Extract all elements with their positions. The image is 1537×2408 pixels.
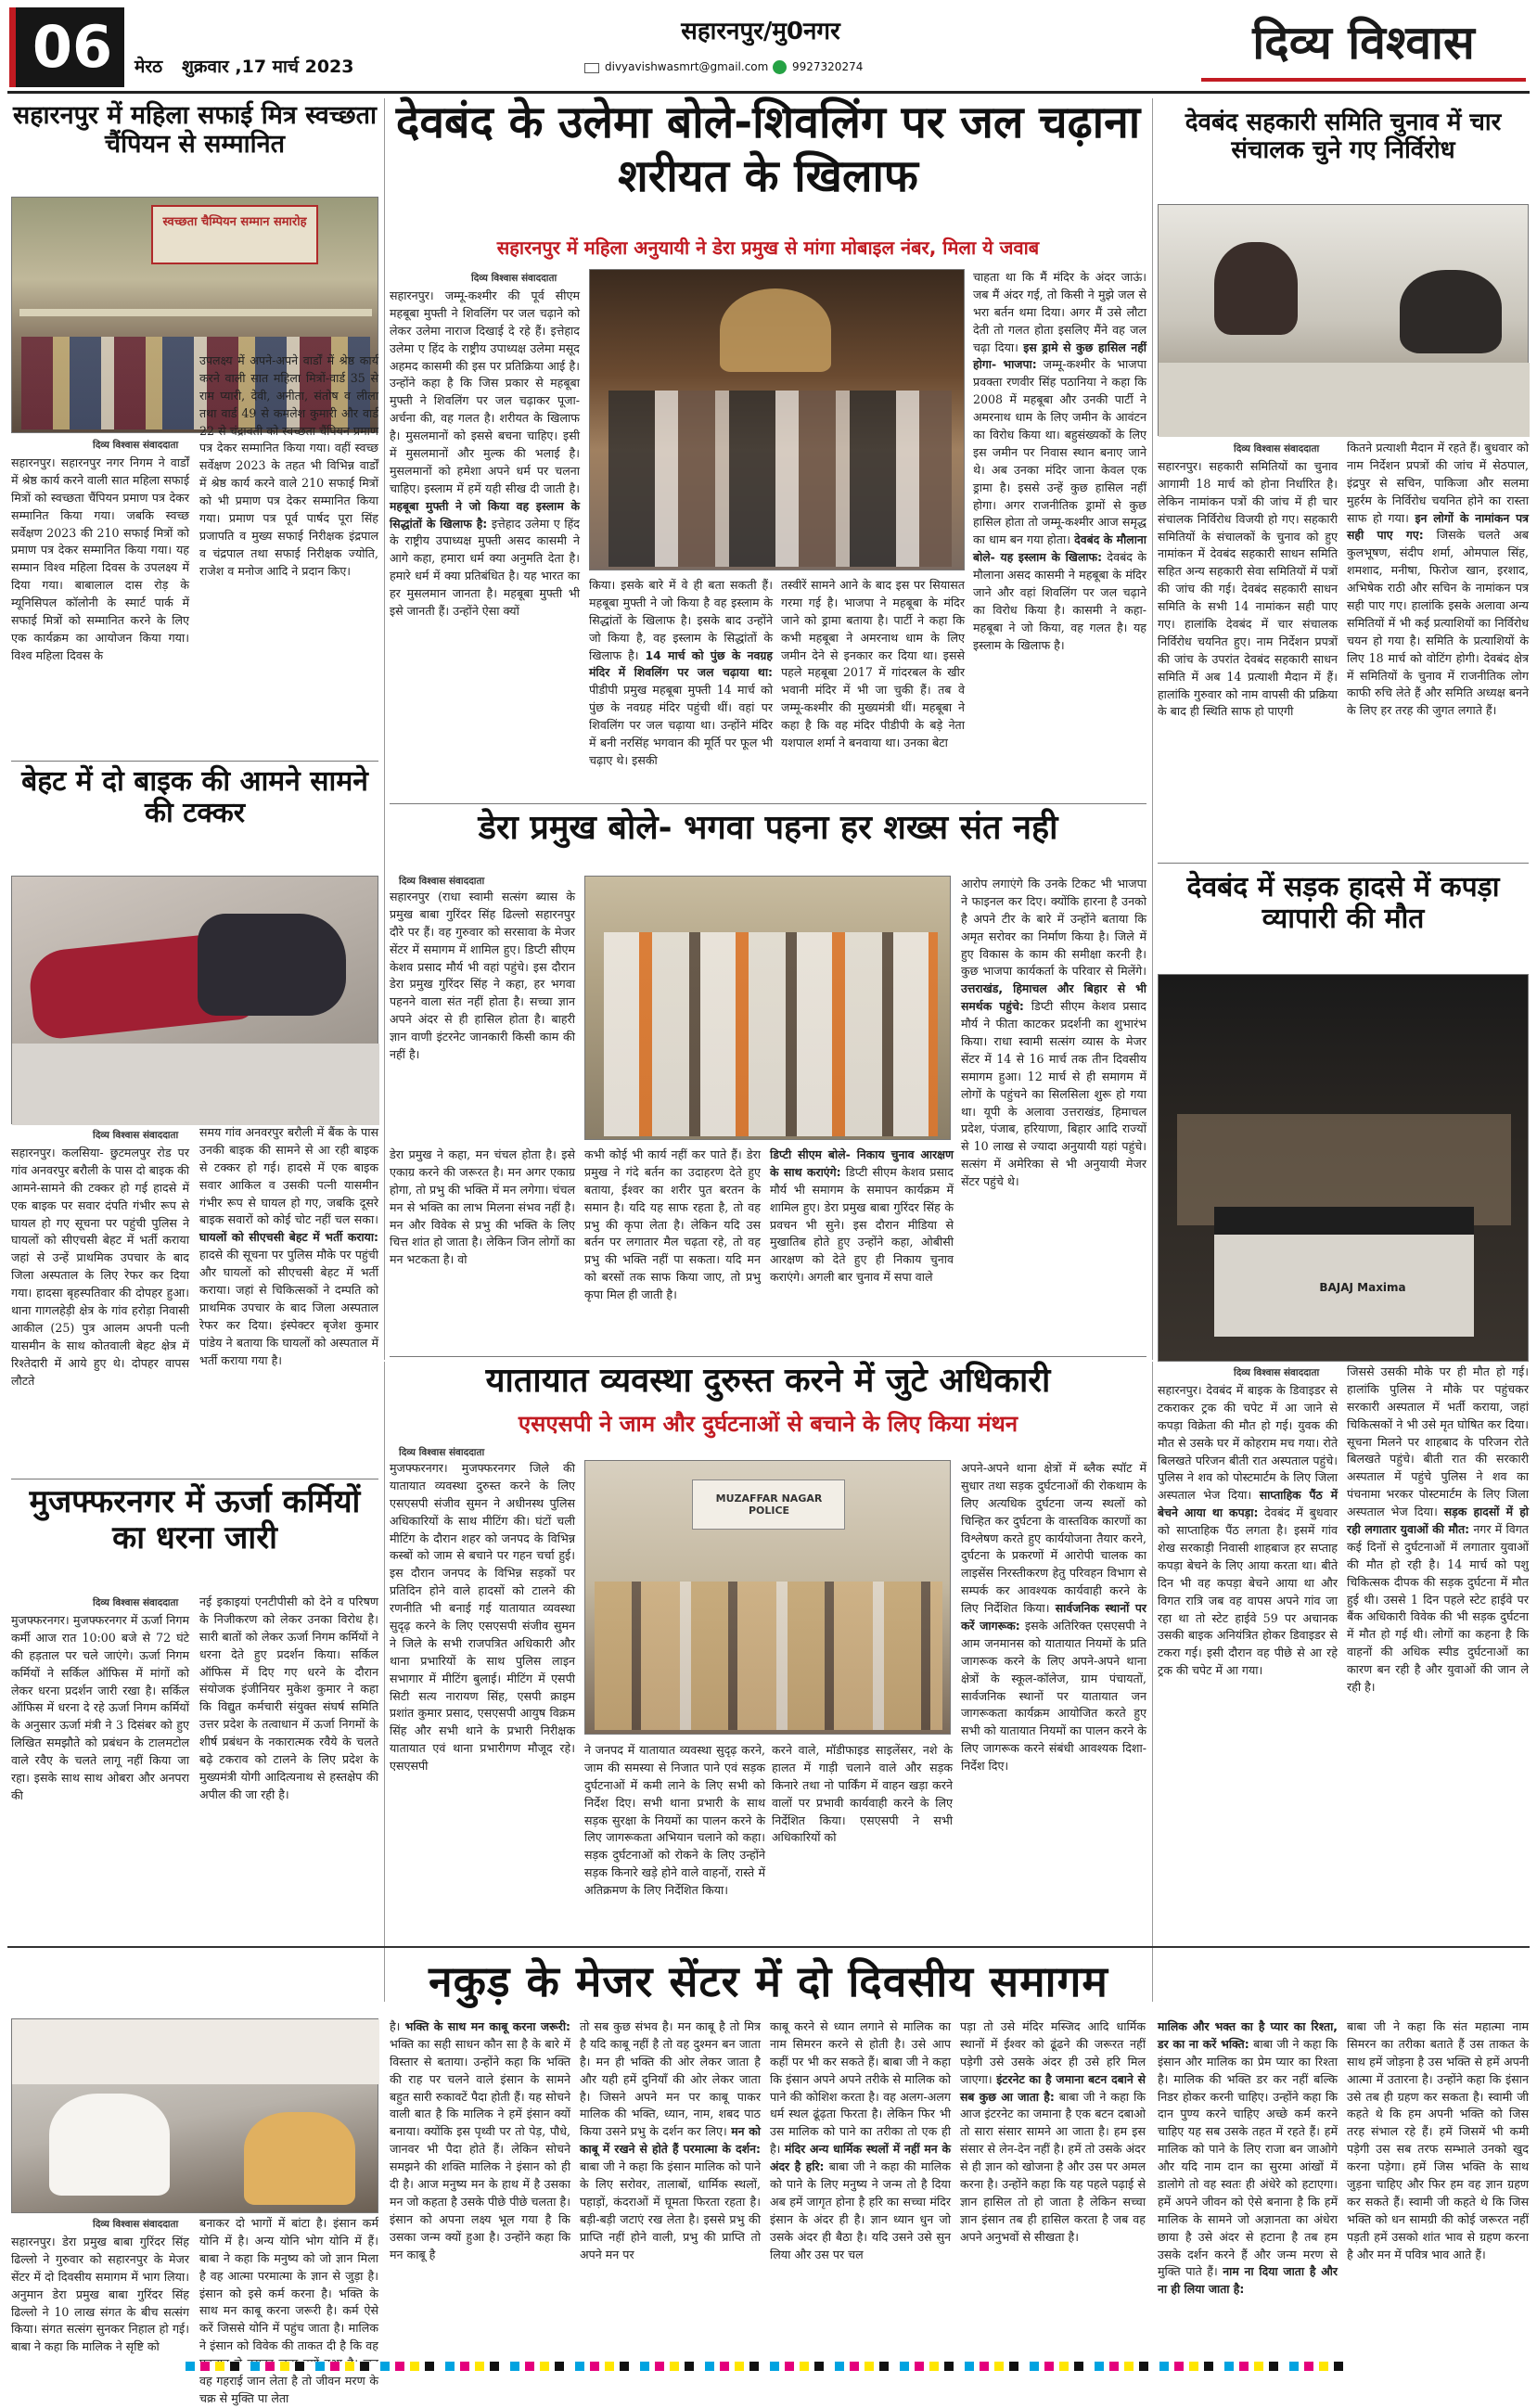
article-text-part: भक्ति का सही साधन कौन सा है के बारे में विस्तार से बताया। उन्होंने कहा कि भक्ति की राह पर चलने वाले इंसान के सामने बहुत सारी रुकावटें पैदा होती हैं। यह सोचने वाली बात है कि मालिक ने हमें इंसान क्यों बनाया। क्योंकि इस पृथ्वी पर तो पेड़, पौधे, जानवर भी पैदा होते हैं। लेकिन सोचने समझने की शक्ति मालिक ने इंसान को ही दी है। आज मनुष्य मन के हाथ में है उसका मन जो कहता है उसके पीछे पीछे चलता है। इंसान को अपना लक्ष्य भूल गया है कि उसका जन्म क्यों हुआ है। उन्होंने कहा कि मन काबू है: [390, 2036, 570, 2261]
byline: दिव्य विश्वास संवाददाता: [93, 440, 179, 451]
subheading: सड़क हादसों में हो रही लगातार युवाओं की मौत:: [1347, 1505, 1529, 1537]
subheading: सार्वजनिक स्थानों पर करें जागरूक:: [961, 1601, 1146, 1633]
article-text-part: काबू करने से ध्यान लगाने से मालिक का नाम सिमरन करने से होती है। उसे आप कहीं पर भी कर सकते हैं। बाबा जी ने कहा कि इंसान अपने अपने तरीके से मालिक को पाने की कोशिश करता है। वह अलग-अलग धर्म स्थल ढूंढ़ता फिरता है। लेकिन फिर भी उस मालिक को पाने का तरीका तो एक ही है।: [770, 2019, 951, 2157]
byline: दिव्य विश्वास संवाददाता: [399, 1447, 485, 1458]
masthead-accent: [1201, 78, 1526, 82]
subheading: भक्ति के साथ मन काबू करना जरूरी:: [404, 2019, 570, 2033]
article-text-part: बाबा जी ने कहा की मालिक को पाने के लिए मनुष्य ने जन्म तो है दिया अब हमें जागृत होना है हरि का सच्चा मंदिर इंसान के अंदर ही है। ज्ञान ध्यान धुन जो उसके अंदर ही बैठा है। यदि उसने उसे सुन लिया और उस पर चल: [770, 2159, 951, 2261]
article-text: [580, 2018, 761, 2354]
headline-women-sanitation: सहारनपुर में महिला सफाई मित्र स्वच्छता चैंपियन से सम्मानित: [12, 101, 378, 159]
article-text: [770, 1146, 954, 1352]
byline: दिव्य विश्वास संवाददाता: [1234, 443, 1320, 455]
section-rule: [1158, 863, 1529, 864]
article-text: उपलक्ष्य में अपने-अपने वार्डों में श्रेष्ठ कार्य करने वाली सात महिला मित्रों-वार्ड 35 से राम प्यारी, देवी, अनीता, संतोष व लीला तथा वार्ड 49 से कमलेश कुमारी और वार्ड 22 से चंद्रावती को स्वच्छता चैंपियन प्रमाण पत्र देकर सम्मानित किया गया। वहीं स्वच्छ सर्वेक्षण 2023 के तहत भी विभिन्न वार्डों में श्रेष्ठ कार्य करने वाले 210 सफाई मित्रों को भी प्रमाण पत्र देकर सम्मानित किया गया। प्रमाण पत्र पूर्व पार्षद पूरा सिंह प्रजापति व मुख्य सफाई निरीक्षक इंद्रपाल व चंद्रपाल तथा सफाई निरीक्षक ज्योति, राजेश व मनोज आदि ने प्रदान किए।: [199, 353, 378, 578]
subheading: मन को काबू में रखने से होते हैं परमात्मा के दर्शन:: [580, 2124, 761, 2157]
article-text-part: जम्मू-कश्मीर के भाजपा प्रवक्ता रणवीर सिंह पठानिया ने कहा कि 2008 में महबूबा और उनकी पार्टी ने अमरनाथ धाम के लिए जमीन के आवंटन का विरोध किया था। बहुसंख्यकों के लिए इस जमीन पर निवास स्थान बनाए जाने थे। अब उनका मंदिर जाना केवल एक ड्रामा है। इससे उन्हें कुछ हासिल नहीं होगा। अगर राजनीतिक ड्रामों से कुछ हासिल होता तो जम्मू-कश्मीर आज समृद्ध का धाम बन गया होता।: [973, 357, 1146, 547]
headline-energy-protest: मुजफ्फरनगर में ऊर्जा कर्मियों का धरना जारी: [29, 1483, 361, 1556]
edition-date: शुक्रवार ,17 मार्च 2023: [182, 57, 354, 77]
byline: दिव्य विश्वास संवाददाता: [471, 273, 557, 284]
photo-mehbooba-temple: [589, 269, 965, 570]
article-text: [772, 1742, 953, 1942]
article-text-part: इसके अतिरिक्त एसएसपी ने आम जनमानस को यातायात नियमों के प्रति जागरूक करने के लिए अपने-अपने थाना क्षेत्रों के स्कूल-कॉलेज, ग्राम पंचायतों, सार्वजनिक स्थानों पर यातायात जन जागरूकता कार्यक्रम आयोजित करते हुए सभी को यातायात नियमों का पालन करने के लिए जागरूक करने संबंधी आवश्यक दिशा-निर्देश दिए।: [961, 1619, 1146, 1774]
article-text: [961, 876, 1146, 1352]
article-text: [960, 2018, 1146, 2354]
article-text-part: आरोप लगाएंगे कि उनके टिकट भी भाजपा ने फाइनल कर दिए। क्योंकि हारना है उनको है अपने टीर के बारे में उन्होंने बताया कि अमृत सरोवर का निर्माण किया है। जिले में हुए विकास के काम की समीक्षा करनी है। कुछ भाजपा कार्यकर्ता के परिवार से मिलेंगे।: [961, 877, 1146, 979]
subheading: घायलों को सीएचसी बेहट में भर्ती कराया:: [199, 1230, 378, 1245]
subheading: 14 मार्च को पुंछ के नवग्रह मंदिर में शिवलिंग पर जल चढ़ाया था:: [589, 647, 773, 680]
email-icon: [584, 63, 599, 73]
article-text: [390, 2018, 570, 2354]
article-text-part: इसी दौरान वह पीछे से आ रहे ट्रक की चपेट में आ गया।: [1158, 1646, 1338, 1678]
column-divider: [384, 1362, 385, 2002]
byline: दिव्य विश्वास संवाददाता: [93, 2219, 179, 2230]
subhead-ssp-meeting: एसएसपी ने जाम और दुर्घटनाओं से बचाने के लिए किया मंथन: [518, 1411, 1018, 1437]
headline-traffic: यातायात व्यवस्था दुरुस्त करने में जुटे अधिकारी: [485, 1362, 1051, 1400]
article-text: [961, 1460, 1146, 1942]
headline-deoband-ulema: देवबंद के उलेमा बोले-शिवलिंग पर जल चढ़ाना शरीयत के खिलाफ: [395, 96, 1141, 202]
subheading: नाम ना दिया जाता है और ना ही लिया जाता है:: [1158, 2264, 1338, 2297]
article-text: [770, 2018, 951, 2354]
subheading: देवबंद के मौलाना बोले- यह इस्लाम के खिलाफ:: [973, 532, 1146, 565]
article-text-part: डिप्टी सीएम केशव प्रसाद मौर्य ने फीता काटकर प्रदर्शनी का शुभारंभ किया। राधा स्वामी सत्संग व्यास के मेजर सेंटर में 14 से 16 मार्च तक तीन दिवसीय समागम हुआ। 12 मार्च से ही समागम में लोगों के पहुंचने का सिलसिला शुरू हो गया था। यूपी के अलावा उत्तराखंड, हिमाचल प्रदेश, पंजाब, हरियाणा, बिहार आदि राज्यों से 10 लाख से ज्यादा अनुयायी यहां पहुंचे। सत्संग में अमेरिका से भी अनुयायी मेजर सेंटर पहुंचे थे।: [961, 999, 1146, 1189]
article-text-part: सहारनपुर। जम्मू-कश्मीर की पूर्व सीएम महबूबा मुफ्ती ने शिवलिंग पर जल चढ़ाने को लेकर उलेमा नाराज दिखाई दे रहे हैं। इत्तेहाद उलेमा ए हिंद के राष्ट्रीय उपाध्यक्ष उलेमा मसूद अहमद कासमी की इस पर प्रतिक्रिया आई है। उन्होंने कहा है कि जिस प्रकार से महबूबा मुफ्ती ने शिवलिंग पर जल चढ़ाकर पूजा-अर्चना की, वह गलत है। शरीयत के खिलाफ है। मुसलमानों को इससे बचना चाहिए। इसी में मुसलमानों और मुल्क की भलाई है। मुसलमानों को हमेशा अपने धर्म पर चलना चाहिए। इस्लाम में हमें यही सीख दी जाती है।: [390, 288, 580, 495]
article-text: सहारनपुर। कलसिया- छुटमलपुर रोड पर गांव अनवरपुर बरौली के पास दो बाइक की आमने-सामने की टक्कर हो गई हादसे में एक बाइक पर सवार दंपति गंभीर रूप से घायल हो गए सूचना पर पहुंची पुलिस ने घायलों को सीएचसी बेहट में भर्ती कराया जहां से उन्हें प्राथमिक उपचार के बाद जिला अस्पताल के लिए रेफर कर दिया गया। हादसा बृहस्पतिवार की दोपहर हुआ। थाना गागलहेड़ी क्षेत्र के गांव हरोड़ा निवासी आकील (25) पुत्र आलम अपनी पत्नी यासमीन के साथ कोतवाली बेहट क्षेत्र में रिश्तेदारी में आये हुए थे। दोपहर वापस लौटते: [11, 1146, 189, 1388]
subhead-mobile-number: सहारनपुर में महिला अनुयायी ने डेरा प्रमुख से मांगा मोबाइल नंबर, मिला ये जवाब: [496, 237, 1040, 259]
article-text-part: इत्तेहाद उलेमा ए हिंद के राष्ट्रीय उपाध्यक्ष मुफ्ती असद कासमी ने आगे कहा, हमारा धर्म क्या अनुमति देता है। हमारे धर्म में क्या प्रतिबंधित है। यह भारत का हर मुसलमान जानता है। महबूबा मुफ्ती भी इसे जानती हैं। उन्होंने ऐसा क्यों: [390, 516, 580, 619]
article-text-part: तो सब कुछ संभव है। मन काबू है तो मित्र है यदि काबू नहीं है तो वह दुश्मन बन जाता है। मन ही भक्ति की ओर लेकर जाता है और यही हमें दुनियाँ की ओर लेकर जाता है। जिसने अपने मन पर काबू पाकर मालिक की भक्ति, ध्यान, नाम, शबद पाठ किया उसने प्रभु के दर्शन कर लिए।: [580, 2019, 761, 2139]
article-text-part: किया। इसके बारे में वे ही बता सकती हैं। महबूबा मुफ्ती ने जो किया है वह इस्लाम के सिद्धांतों के खिलाफ है। इसके बाद उन्होंने जो किया है, वह इस्लाम के सिद्धांतों के खिलाफ है।: [589, 578, 773, 662]
article-text: बनाकर दो भागों में बांटा है। इंसान कर्म योनि में है। अन्य योनि भोग योनि में हैं। बाबा ने कहा कि मनुष्य को जो ज्ञान मिला है वह आत्मा परमात्मा के ज्ञान से जुड़ा है। इंसान को इसे कर्म करना है। भक्ति के साथ मन काबू करना जरूरी है। कर्म ऐसे करें जिससे योनि में पहुंच जाता है। मालिक ने इंसान को विवेक की ताकत दी है कि वह वह गहराई जान लेता है तो जीवन मरण के चक्र से मुक्ति पा लेता: [199, 2216, 378, 2405]
column-divider: [1152, 98, 1153, 1360]
article-text-part: डिप्टी सीएम केशव प्रसाद मौर्य भी समागम के समापन कार्यक्रम में शामिल हुए। डेरा प्रमुख बाबा गुरिंदर सिंह के प्रवचन भी सुने। इस दौरान मीडिया से मुखातिब होते हुए उन्होंने कहा, ओबीसी आरक्षण को देते हुए ही निकाय चुनाव कराएंगे। अगली बार चुनाव में सपा वाले: [770, 1164, 954, 1285]
subheading: डिप्टी सीएम बोले- निकाय चुनाव आरक्षण के साथ कराएंगे:: [770, 1147, 954, 1179]
color-registration-strip: [186, 2362, 1354, 2371]
subheading: इस ड्रामे से कुछ हासिल नहीं होगा- भाजपा:: [973, 339, 1146, 372]
article-text: [1347, 1364, 1529, 1939]
headline-deoband-accident: देवबंद में सड़क हादसे में कपड़ा व्यापारी की मौत: [1186, 871, 1500, 936]
subheading: मंदिर अन्य धार्मिक स्थलों में नहीं मन के अंदर है हरि:: [770, 2142, 951, 2174]
headline-cooperative-election: देवबंद सहकारी समिति चुनाव में चार संचालक चुने गए निर्विरोध: [1185, 109, 1502, 164]
masthead-rule: [7, 91, 1530, 94]
section-rule: [7, 1946, 1530, 1948]
photo-accident-truck: [1158, 974, 1529, 1362]
section-rule: [390, 803, 1146, 804]
photo-election-officials: [1158, 204, 1529, 436]
article-text-part: जिसके चलते अब कुलभूषण, संदीप शर्मा, ओमपाल सिंह, शमशाद, मनीषा, फिरोज खान, इरशाद, अभिषेक राठी और सचिन के नामांकन पत्र सही पाए गए। हालांकि इसके अलावा अन्य समितियों में भी कई प्रत्याशियों का निर्विरोध चयन हो गया है। समिति के प्रत्याशियों के लिए 18 मार्च को वोटिंग होगी। देवबंद क्षेत्र में समितियों के चुनाव में राजनीतिक लोग काफी रुचि लेते हैं और समिति अध्यक्ष बनने के लिए हर तरह की जुगत लगाते हैं।: [1347, 528, 1529, 718]
contact-phone: 9927320274: [792, 60, 864, 73]
photo-police-meeting: [584, 1460, 951, 1735]
article-text-part: बाबा जी ने कहा कि आज इंटरनेट का जमाना है एक बटन दबाओ तो सारा संसार सामने आ जाता है। हम इस संसार से लेन-देन नहीं है। हमें तो उसके अंदर से ही ज्ञान को खोजना है और उस पर अमल करना है। उन्होंने कहा कि यह पहले पढ़ाई से ज्ञान हासिल तो हो जाता है लेकिन सच्चा ज्ञान इंसान तब ही हासिल करता है जब वह अपने अनुभवों से सीखता है।: [960, 2089, 1146, 2244]
article-text-part: डेरा प्रमुख ने कहा, मन चंचल होता है। इसे एकाग्र करने की जरूरत है। मन अगर एकाग्र होगा, तो प्रभु की भक्ति में मन लगेगा। चंचल मन से भक्ति का लाभ मिलना संभव नहीं है। मन और विवेक से प्रभु की भक्ति के लिए चित्त शांत हो जाता है। लेकिन जिन लोगों का मन भटकता है। वो: [390, 1147, 575, 1267]
article-text-part: करने वाले, मॉडीफाइड साइलेंसर, नशे के हालत में गाड़ी चलाने वाले और सड़क किनारे तथा नो पार्किंग में वाहन खड़ा करने वालों पर प्रभावी कार्यवाही करने के लिए निर्देशित किया।: [772, 1743, 953, 1827]
article-text: मुजफ्फरनगर। मुजफ्फरनगर में ऊर्जा निगम कर्मी आज रात 10:00 बजे से 72 घंटे की हड़ताल पर चले जाएंगे। ऊर्जा निगम कर्मियों ने सर्किल ऑफिस में मांगों को लेकर धरना प्रदर्शन जारी रखा है। सर्किल ऑफिस में धरना दे रहे ऊर्जा निगम कर्मियों के अनुसार ऊर्जा मंत्री ने 3 दिसंबर को हुए लिखित समझौते को प्रबंधन के टालमटोल वाले रवैए के चलते लागू नहीं किया जा रहा। इसके साथ साथ ओबरा और अनपरा की: [11, 1613, 189, 1802]
article-text: सहारनपुर। सहारनपुर नगर निगम ने वार्डों में श्रेष्ठ कार्य करने वाली सात महिला सफाई मित्रों को स्वच्छता चैंपियन प्रमाण पत्र देकर सम्मानित किया गया। जबकि स्वच्छ सर्वेक्षण 2023 की 210 सफाई मित्रों को प्रमाण पत्र देकर सम्मानित किया गया। यह सम्मान विश्व महिला दिवस के उपलक्ष्य में दिया गया। बाबालाल दास रोड़ के म्यूनिसिपल कॉलोनी के स्मार्ट पार्क में सफाई मित्रों को सम्मानित करने के लिए एक कार्यक्रम का आयोजन किया गया। विश्व महिला दिवस के: [11, 455, 189, 662]
photo-deputy-cm-dera: [584, 876, 951, 1140]
edition-city: मेरठ: [134, 57, 163, 77]
article-text-part: है।: [390, 2019, 401, 2033]
police-sign-text: MUZAFFAR NAGAR POLICE: [715, 1492, 823, 1517]
article-text-part: अपने-अपने थाना क्षेत्रों में ब्लैक स्पॉट में सुधार तथा सड़क दुर्घटनाओं की रोकथाम के लिए अत्यधिक दुर्घटना जन्य स्थलों को चिन्हित कर दुर्घटना के वास्तविक कारणों का विश्लेषण करते हुए कार्ययोजना तैयार करने, दुर्घटना के प्रकरणों में आरोपी चालक का लाइसेंस निरस्तीकरण हेतु परिवहन विभाग से सम्पर्क कर आवश्यक कार्यवाही करने के लिए निर्देशित किया।: [961, 1461, 1146, 1616]
article-text: सहारनपुर (राधा स्वामी सत्संग ब्यास के प्रमुख बाबा गुरिंदर सिंह ढिल्लो सहारनपुर दौरे पर हैं। वह गुरुवार को सरसावा के मेजर सेंटर में समागम में शामिल हुए। डिप्टी सीएम केशव प्रसाद मौर्य भी वहां पहुंचे। इस दौरान डेरा प्रमुख गुरिंदर सिंह ने कहा, हर भगवा पहनने वाला संत नहीं होता है। सच्चा ज्ञान अपने अंदर से ही हासिल होता है। बाहरी ज्ञान वाणी इंटरनेट जानकारी किसी काम की नहीं है।: [390, 890, 575, 1062]
headline-nakur-samagam: नकुड़ के मेजर सेंटर में दो दिवसीय समागम: [429, 1956, 1108, 2006]
article-text-part: चाहता था कि मैं मंदिर के अंदर जाऊं। जब मैं अंदर गई, तो किसी ने मुझे जल से भरा बर्तन थमा दिया। अगर मैं उसे लौटा देती तो गलत होता इसलिए मैंने वह जल चढ़ा दिया।: [973, 270, 1146, 354]
article-text: [1158, 2018, 1338, 2354]
article-text: कभी कोई भी कार्य नहीं कर पाते हैं। डेरा प्रमुख ने गंदे बर्तन का उदाहरण देते हुए बताया, ईश्वर का शरीर पुत बरतन के समान है। यदि यह साफ रहता है, तो वह प्रभु की कृपा लेता है। लेकिन यदि उस बर्तन पर लगातार मैल चढ़ता रहे, तो वह प्रभु की भक्ति नहीं पा सकता। यदि मन को बरसों तक साफ किया जाए, तो प्रभु कृपा मिल ही जाती है।: [584, 1147, 761, 1302]
article-text: [199, 1124, 378, 1473]
article-text: सहारनपुर। डेरा प्रमुख बाबा गुरिंदर सिंह ढिल्लो ने गुरुवार को सहारनपुर के मेजर सेंटर में दो दिवसीय समागम में भाग लिया। अनुमान डेरा प्रमुख बाबा गुरिंदर सिंह ढिल्लो ने 10 लाख संगत के बीच सत्संग किया। संगत सत्संग सुनकर निहाल हो गई। बाबा ने कहा कि मालिक ने सृष्टि को: [11, 2235, 189, 2354]
section-rule: [390, 1356, 1146, 1357]
article-text: मुजफ्फरनगर। मुजफ्फरनगर जिले की यातायात व्यवस्था दुरुस्त करने के लिए एसएसपी संजीव सुमन ने अधीनस्थ पुलिस अधिकारियों के साथ मीटिंग की। घंटों चली मीटिंग के दौरान शहर को जनपद के विभिन्न कस्बों को जाम से बचाने पर गहन चर्चा हुई। इस दौरान जनपद के विभिन्न सड़कों पर प्रतिदिन होने वाले हादसों को टालने की रणनीति भी बनाई गई यातायात व्यवस्था सुदृढ़ करने के लिए एसएसपी संजीव सुमन ने जिले के सभी राजपत्रित अधिकारी और थाना प्रभारियों के साथ पुलिस लाइन सभागार में मीटिंग बुलाई। मीटिंग में एसपी सिटी सत्य नारायण सिंह, एसपी क्राइम प्रशांत कुमार प्रसाद, एसएसपी आयुष विक्रम सिंह और सभी थाने के प्रभारी निरीक्षक यातायात एवं थाना प्रभारीगण मौजूद रहे। एसएसपी: [390, 1461, 575, 1774]
byline: दिव्य विश्वास संवाददाता: [1234, 1367, 1320, 1378]
article-text: [1347, 440, 1529, 857]
article-text: [1158, 1382, 1338, 1939]
article-text-part: बाबा जी ने कहा कि इंसान मालिक को पाने के लिए सरोवर, तालाबों, धार्मिक स्थलों, पहाड़ों, कंदराओं में घूमता फिरता रहता है। बड़ी-बड़ी जटाएं रख लेता है। इससे प्रभु की प्राप्ति नहीं होने वाली, प्रभु की प्राप्ति तो अपने मन पर: [580, 2159, 761, 2261]
section-title: सहारनपुर/मु0नगर: [681, 18, 840, 45]
article-text: बाबा जी ने कहा कि संत महात्मा नाम सिमरन का तरीका बताते हैं उस ताकत के साथ हमें जोड़ना है उस भक्ति से हमें अपनी आत्मा में उतारना है। उन्होंने कहा कि इंसान उसे तब ही ग्रहण कर सकता है। स्वामी जी कहते थे कि हम अपनी भक्ति को जिस तरह संभाल रहे हैं। हमें जिसमें भी कमी पड़ेगी उस सब तरफ सम्भाले उनको खुद करना पड़ेगा। हमें जिस भक्ति के साथ जुड़ना चाहिए और फिर हम वह ज्ञान ग्रहण कर सकते हैं। स्वामी जी कहते थे कि जिस भक्ति को धन सामग्री की कोई जरूरत नहीं पड़ती हमें उसको शांत भाव से ग्रहण करना है और मन में पवित्र भाव आते हैं।: [1347, 2019, 1529, 2261]
article-text: [589, 577, 773, 902]
article-text-part: पीडीपी प्रमुख महबूबा मुफ्ती 14 मार्च को पुंछ के नवग्रह मंदिर पहुंची थीं। वहां पर शिवलिंग पर जल चढ़ाया था। उन्होंने मंदिर में बनी नरसिंह भगवान की मूर्ति पर फूल भी चढ़ाए थे। इसकी: [589, 683, 773, 767]
subheading: उत्तराखंड, हिमाचल और बिहार से भी समर्थक पहुंचे:: [961, 981, 1146, 1014]
photo-injured-woman: [11, 876, 378, 1124]
article-text-part: जिससे उसकी मौके पर ही मौत हो गई। हालांकि पुलिस ने मौके पर पहुंचकर सरकारी अस्पताल में भर्ती कराया, जहां चिकित्सकों ने भी उसे मृत घोषित कर दिया। सूचना मिलने पर शाहबाद के परिजन रोते बिलखते पहुंचे। बीती रात की सरकारी अस्पताल में पहुंचे पुलिस ने शव का पंचनामा भरकर पोस्टमार्टम के लिए जिला अस्पताल भेज दिया।: [1347, 1364, 1529, 1519]
award-banner-text: स्वच्छता चैम्पियन सम्मान समारोह: [162, 215, 307, 229]
article-text-part: पड़ा तो उसे मंदिर मस्जिद आदि धार्मिक स्थानों में ईश्वर को ढूंढने की जरूरत नहीं पड़ेगी उसे उसके अंदर ही उसे हरि मिल जाएगा।: [960, 2019, 1146, 2086]
truck-brand-text: BAJAJ Maxima: [1319, 1281, 1406, 1294]
subheading: साप्ताहिक पैंठ में बेचने आया था कपड़ा:: [1158, 1488, 1338, 1520]
article-text-part: समय गांव अनवरपुर बरौली में बैंक के पास उनकी बाइक की सामने से आ रही बाइक से टक्कर हो गई। हादसे में एक बाइक सवार आकिल व उसकी पत्नी यासमीन गंभीर रूप से घायल हो गए, जबकि दूसरे बाइक सवारों को कोई चोट नहीं चल सका।: [199, 1125, 378, 1227]
byline: दिव्य विश्वास संवाददाता: [93, 1130, 179, 1141]
headline-behat-accident: बेहट में दो बाइक की आमने सामने की टक्कर: [21, 765, 368, 830]
column-divider: [1152, 1362, 1153, 2002]
section-rule: [11, 761, 378, 762]
article-text-part: देवबंद के मौलाना असद कासमी ने महबूबा के मंदिर जाने और वहां शिवलिंग पर जल चढ़ाने का विरोध किया है। कासमी ने कहा- महबूबा ने जो किया, वह गलत है। यह इस्लाम के खिलाफ है।: [973, 550, 1146, 652]
column-divider: [384, 98, 385, 1360]
article-text-part: सहारनपुर। देवबंद में बाइक के डिवाइडर से टकराकर ट्रक की चपेट में आ जाने से कपड़ा विक्रेता की मौत हो गई। युवक की मौत से उसके घर में कोहराम मच गया। रोते बिलखते परिजन बीती रात अस्पताल पहुंचे। पुलिस ने शव को पोस्टमार्टम के लिए जिला अस्पताल भेज दिया।: [1158, 1383, 1338, 1503]
article-text-part: हादसे की सूचना पर पुलिस मौके पर पहुंची और घायलों को सीएचसी बेहट में भर्ती कराया। जहां से चिकित्सकों ने दम्पति को प्राथमिक उपचार के बाद जिला अस्पताल रेफर कर दिया। इंस्पेक्टर बृजेश कुमार पांडेय ने बताया कि घायलों को अस्पताल में भर्ती कराया गया है।: [199, 1248, 378, 1367]
article-text: नई इकाइयां एनटीपीसी को देने व परिषण के निजीकरण को लेकर उनका विरोध है। सारी बातों को लेकर ऊर्जा निगम कर्मियों ने धरना देते हुए प्रदर्शन किया। सर्किल ऑफिस में दिए गए धरने के दौरान संयोजक इंजीनियर मुकेश कुमार ने कहा कि विद्युत कर्मचारी संयुक्त संघर्ष समिति उत्तर प्रदेश के तत्वाधान में ऊर्जा निगमों के शीर्ष प्रबंधन के नकारात्मक रवैये के चलते बढ़े टकराव को टालने के लिए प्रदेश के मुख्यमंत्री योगी आदित्यनाथ से हस्तक्षेप की अपील की जा रही है।: [199, 1595, 378, 1801]
article-text: [390, 1146, 575, 1352]
subheading: महबूबा मुफ्ती ने जो किया वह इस्लाम के सिद्धांतों के खिलाफ है:: [390, 498, 580, 531]
article-text: तस्वीरें सामने आने के बाद इस पर सियासत गरमा गई है। भाजपा ने महबूबा के मंदिर जाने को ड्रामा बताया है। पार्टी ने कहा कि कभी महबूबा ने अमरनाथ धाम के लिए जमीन देने से इनकार कर दिया था। इससे पहले महबूबा 2017 में गांदरबल के खीर भवानी मंदिर में भी जा चुकी हैं। तब वे जम्मू-कश्मीर की मुख्यमंत्री थीं। महबूबा ने कहा है कि वह मंदिर पीडीपी के बड़े नेता यशपाल शर्मा ने बनवाया था। उनका बेटा: [781, 578, 965, 750]
article-text-part: बाबा जी ने कहा कि इंसान और मालिक का प्रेम प्यार का रिश्ता है। मालिक की भक्ति डर कर नहीं बल्कि निडर होकर करनी चाहिए। उन्होंने कहा कि दान पुण्य करने चाहिए अच्छे कर्म करने चाहिए यह सब उसके तहत में रहते हैं। हमें मालिक को पाने के लिए राजा बन जाओगे और यदि नाम दान का सुरमा आंखों में डालोगे तो वह स्वतः ही अंधेरे को हटाएगा। हमें अपने जीवन को ऐसे बनाना है कि हमें मालिक के सामने जो अज्ञानता का अंधेरा छाया है उसे अंदर से हटाना है तब हम उसके दर्शन करने हैं और जन्म मरण से मुक्ति पाते हैं।: [1158, 2036, 1338, 2279]
phone-icon: [773, 60, 787, 74]
subheading: मालिक और भक्त का है प्यार का रिश्ता, डर का ना करें भक्ति:: [1158, 2019, 1338, 2051]
byline: दिव्य विश्वास संवाददाता: [93, 1597, 179, 1608]
page-number: 06: [32, 13, 113, 81]
article-text-part: कितने प्रत्याशी मैदान में रहते हैं। बुधवार को नाम निर्देशन प्रपत्रों की जांच में सेठपाल, इंद्रपुर से सचिन, पाकिजा और सलमा मुहर्रम के निर्विरोध चयनित होने का रास्ता साफ हो गया।: [1347, 441, 1529, 525]
article-text-part: देवबंद में बुधवार को साप्ताहिक पैंठ लगता है। इसमें गांव शेख सरकाड़ी निवासी शाहबाज हर सप्ताह कपड़ा बेचने के लिए आया करता था। बीते दिन भी वह कपड़ा बेचने आया था और विगत रात्रि जब वह वापस अपने गांव जा रहा था तो स्टेट हाईवे 59 पर अचानक उसकी बाइक अनियंत्रित होकर डिवाइडर से टकरा गई।: [1158, 1505, 1338, 1660]
contact-email: divyavishwasmrt@gmail.com: [605, 60, 769, 73]
article-text: [973, 269, 1146, 902]
subheading: इन लोगों के नामांकन पत्र सही पाए गए:: [1347, 510, 1529, 543]
article-text-part: एसएसपी ने सभी अधिकारियों को: [772, 1812, 954, 1845]
paper-name: दिव्य विश्वास: [1252, 15, 1475, 70]
headline-dera-chief: डेरा प्रमुख बोले- भगवा पहना हर शख्स संत नही: [478, 809, 1058, 847]
article-text: सहारनपुर। सहकारी समितियों का चुनाव आगामी 18 मार्च को होना निर्धारित है। लेकिन नामांकन पत्रों की जांच में ही चार संचालक निर्विरोध विजयी हो गए। सहकारी समितियों के संचालकों के चुनाव को हुए नामांकन में देवबंद सहकारी साधन समिति सहित अन्य सहकारी सेवा समितियों में पत्रों की जांच की गई। देवबंद सहकारी साधन समिति के सभी 14 नामांकन सही पाए गए। हालांकि देवबंद में चार संचालक निर्विरोध चयनित हुए। नाम निर्देशन प्रपत्रों की जांच के उपरांत देवबंद सहकारी साधन समिति में अब 14 प्रत्याशी मैदान में हैं। हालांकि गुरुवार को नाम वापसी की प्रक्रिया के बाद ही स्थिति साफ हो पाएगी: [1158, 459, 1338, 719]
subheading: इंटरनेट का है जमाना बटन दबाने से सब कुछ आ जाता है:: [960, 2071, 1146, 2104]
article-text-part: नगर में विगत कई दिनों से दुर्घटनाओं में लगातार युवाओं की मौत हो रही है। 14 मार्च को पशु चिकित्सक दीपक की सड़क दुर्घटना में मौत हुई थी। उससे 1 दिन पहले स्टेट हाईवे पर बैंक अधिकारी विवेक की भी सड़क दुर्घटना में मौत हो गई थी। लोगों का कहना है कि वाहनों की अधिक स्पीड दुर्घटनाओं का कारण बन रही है और युवाओं की जान ले रही है।: [1347, 1522, 1529, 1695]
photo-dera-chief-car: [11, 2018, 378, 2213]
article-text: ने जनपद में यातायात व्यवस्था सुदृढ़ करने, जाम की समस्या से निजात पाने एवं सड़क दुर्घटनाओं में कमी लाने के लिए सभी को निर्देश दिए। सभी थाना प्रभारी के साथ सड़क सुरक्षा के नियमों का पालन करने के लिए जागरूकता अभियान चलाने को कहा। सड़क दुर्घटनाओं को रोकने के लिए उन्होंने सड़क किनारे खड़े होने वाले वाहनों, रास्ते में अतिक्रमण के लिए निर्देशित किया।: [584, 1743, 765, 1898]
byline: दिव्य विश्वास संवाददाता: [399, 876, 485, 887]
